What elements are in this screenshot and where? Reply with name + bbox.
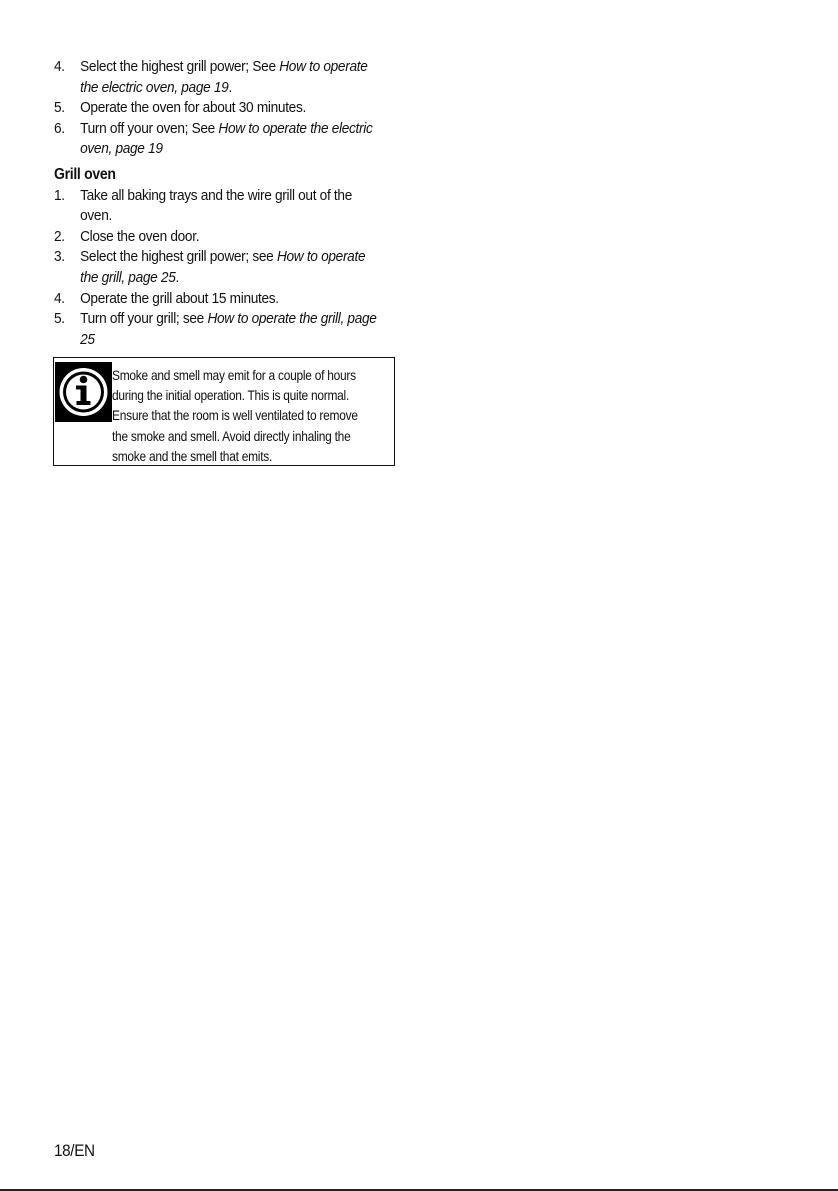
list-item-text: Operate the oven for about 30 minutes. — [80, 99, 306, 117]
cross-reference-link[interactable]: How to operate the electric oven, page 19 — [80, 119, 373, 158]
list-item-text: Select the highest grill power; See — [80, 58, 280, 75]
cross-reference-link[interactable]: How to operate the grill, page 25 — [80, 248, 366, 286]
list-item-text: Turn off your grill; see — [80, 310, 208, 328]
list-item — [54, 119, 378, 160]
list-item — [54, 309, 378, 350]
list-item-text: Select the highest grill power; see — [80, 248, 277, 266]
list-item-number: 3. — [54, 248, 65, 266]
list-item-number: 5. — [54, 99, 65, 117]
list-item-punctuation: . — [228, 78, 232, 96]
list-item-text: Close the oven door. — [80, 227, 200, 245]
list-item-number: 4. — [54, 289, 65, 307]
list-item — [54, 227, 378, 248]
list-item-number: 2. — [54, 227, 65, 245]
info-icon — [55, 362, 112, 422]
list-item-number: 4. — [54, 58, 65, 75]
info-note-text: Smoke and smell may emit for a couple of hours during the initial operation. This is quite normal. Ensure that the room is well ventilated to remove the smoke and smell. Avoid directly inhaling the smoke and the smell that emits. — [112, 368, 358, 464]
steps-list-oven — [54, 57, 378, 160]
list-item-punctuation: . — [175, 268, 179, 286]
list-item — [54, 186, 378, 227]
cross-reference-link[interactable]: How to operate the grill, page 25 — [80, 310, 377, 348]
list-item-text: Take all baking trays and the wire grill out of the oven. — [80, 186, 352, 225]
list-item — [54, 289, 378, 310]
list-item — [54, 57, 378, 98]
section-heading-grill-oven: Grill oven — [54, 165, 116, 183]
list-item-number: 6. — [54, 119, 65, 137]
list-item — [54, 98, 378, 119]
info-note-box — [53, 357, 395, 466]
list-item-text: Turn off your oven; See — [80, 119, 219, 137]
list-item-number: 1. — [54, 186, 65, 204]
list-item-text: Operate the grill about 15 minutes. — [80, 289, 279, 307]
list-item-number: 5. — [54, 310, 65, 328]
cross-reference-link[interactable]: How to operate the electric oven, page 19 — [80, 58, 368, 96]
page-number: 18/EN — [54, 1141, 95, 1160]
list-item — [54, 247, 378, 288]
steps-list-grill — [54, 186, 378, 351]
content-column — [54, 57, 378, 350]
